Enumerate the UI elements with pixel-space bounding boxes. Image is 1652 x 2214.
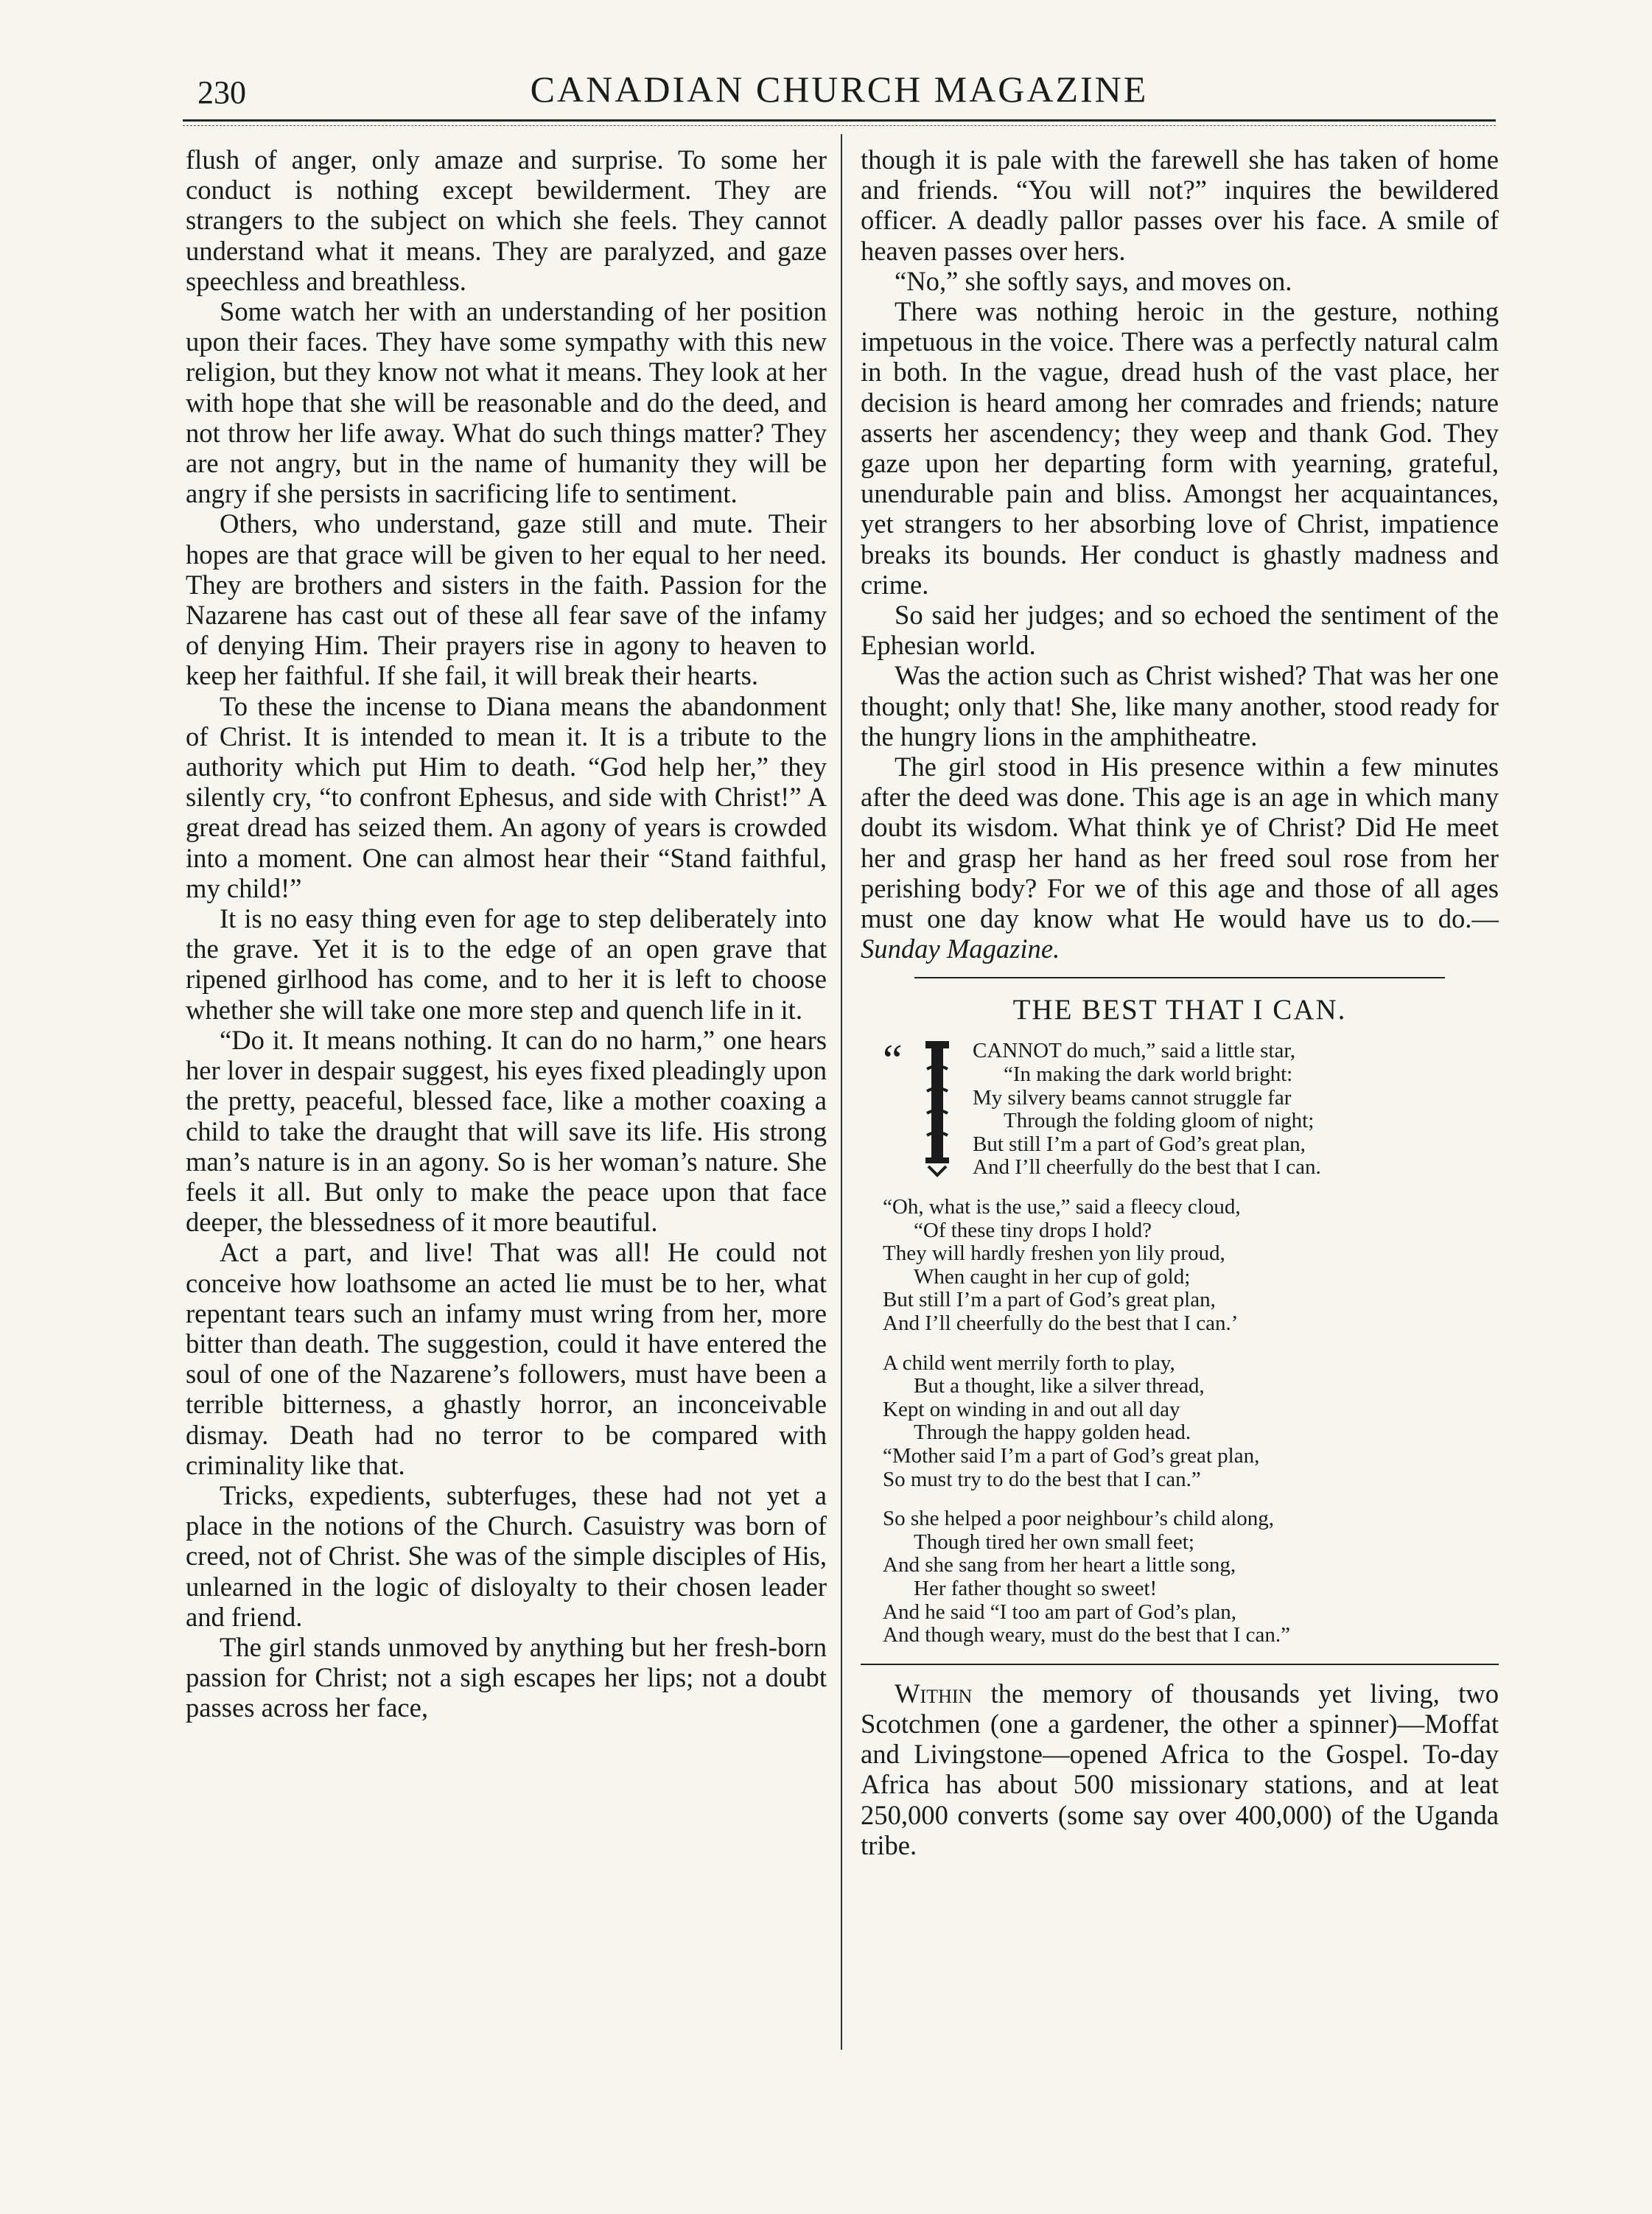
paragraph-lead: Within xyxy=(895,1678,973,1709)
paragraph: Some watch her with an understanding of her position upon their faces. They have some sympathy with this new religion, but they know not what it means. They look at her with hope that she will be reasonable and do the deed, and not throw her life away. What do such things matter? They are not angry, but in the name of humanity they will be angry if she persists in sacrificing life to sentiment. xyxy=(186,296,827,509)
poem-line: But a thought, like a silver thread, xyxy=(914,1374,1205,1398)
stanza-4 xyxy=(883,1507,1499,1647)
page-number: 230 xyxy=(197,74,246,111)
poem-line: And though weary, must do the best that I can.” xyxy=(883,1623,1291,1647)
paragraph: though it is pale with the farewell she has taken of home and friends. “You will not?” inquires the bewildered officer. A deadly pallor passes over his face. A smile of heaven passes over hers. xyxy=(861,144,1499,266)
paragraph: flush of anger, only amaze and surprise. To some her conduct is nothing except bewilderment. They are strangers to the subject on which she feels. They cannot understand what it means. They are paralyzed, and gaze speechless and breathless. xyxy=(186,144,827,296)
poem-line: “In making the dark world bright: xyxy=(1004,1062,1293,1087)
paragraph: Tricks, expedients, subterfuges, these had not yet a place in the notions of the Church. Casuistry was born of creed, not of Christ. She was of the simple disciples of His, unlearned in the logic of disloyalty to their chosen leader and friend. xyxy=(186,1479,827,1632)
poem-line: And she sang from her heart a little song, xyxy=(883,1553,1236,1577)
opening-quote: “ xyxy=(883,1036,903,1085)
paragraph: “Do it. It means nothing. It can do no harm,” one hears her lover in despair suggest, his eyes fixed pleadingly upon the pretty, peaceful, blessed face, like a mother coaxing a child to take the draught that will save its life. His strong man’s nature is in an agony. So is her woman’s nature. She feels it all. But only to make the peace upon that face deeper, the blessedness of it more beautiful. xyxy=(186,1024,827,1238)
poem-title: THE BEST THAT I CAN. xyxy=(1012,994,1347,1026)
poem-line: And I’ll cheerfully do the best that I can. xyxy=(973,1155,1321,1180)
paragraph xyxy=(861,1678,1499,1860)
paragraph: It is no easy thing even for age to step deliberately into the grave. Yet it is to the edge of an open grave that ripened girlhood has come, and to her it is left to choose whether she will take one more step and quench life in it. xyxy=(186,903,827,1025)
section-rule xyxy=(914,977,1445,978)
ornamental-initial-i-icon xyxy=(921,1040,953,1178)
stanza-1 xyxy=(883,1036,1499,1180)
poem-line: Through the happy golden head. xyxy=(914,1420,1191,1445)
poem-line: Through the folding gloom of night; xyxy=(1004,1109,1315,1133)
paragraph: The girl stands unmoved by anything but her fresh-born passion for Christ; not a sigh escapes her lips; not a doubt passes across her face, xyxy=(186,1631,827,1723)
right-column xyxy=(861,144,1499,1860)
poem-line: But still I’m a part of God’s great plan, xyxy=(883,1288,1216,1312)
page-header xyxy=(183,68,1496,119)
poem-line: Though tired her own small feet; xyxy=(914,1530,1194,1554)
poem-line: So she helped a poor neighbour’s child along, xyxy=(883,1507,1275,1531)
stanza-3 xyxy=(883,1352,1499,1492)
poem-line: And he said “I too am part of God’s plan, xyxy=(883,1600,1237,1624)
paragraph: Others, who understand, gaze still and mute. Their hopes are that grace will be given to her equal to her need. They are brothers and sisters in the faith. Passion for the Nazarene has cast out of these all fear save of the infamy of denying Him. Their prayers rise in agony to heaven to keep her faithful. If she fail, it will break their hearts. xyxy=(186,508,827,691)
paragraph xyxy=(861,752,1499,964)
paragraph: So said her judges; and so echoed the sentiment of the Ephesian world. xyxy=(861,600,1499,661)
paragraph: Act a part, and live! That was all! He could not conceive how loathsome an acted lie must be to her, what repentant tears such an infamy must wring from her, more bitter than death. The suggestion, could it have entered the soul of one of the Nazarene’s followers, must have been a terrible bitterness, a ghastly horror, an inconceivable dismay. Death had no terror to be compared with criminality like that. xyxy=(186,1237,827,1480)
paragraph: “No,” she softly says, and moves on. xyxy=(895,265,1292,296)
stanza-2 xyxy=(883,1196,1499,1336)
poem-line: Her father thought so sweet! xyxy=(914,1576,1158,1600)
poem xyxy=(861,1036,1499,1647)
source-credit: Sunday Magazine. xyxy=(861,933,1060,964)
header-rule xyxy=(183,119,1496,122)
left-column xyxy=(186,144,827,1723)
header-rule-dashed xyxy=(183,125,1496,126)
poem-line: When caught in her cup of gold; xyxy=(914,1264,1191,1289)
poem-line: “Mother said I’m a part of God’s great plan, xyxy=(883,1443,1260,1468)
section-rule xyxy=(861,1664,1499,1665)
paragraph: To these the incense to Diana means the abandonment of Christ. It is intended to mean it. It is a tribute to the authority which put Him to death. “God help her,” they silently cry, “to confront Ephesus, and side with Christ!” A great dread has seized them. An agony of years is crowded into a moment. One can almost hear their “Stand faithful, my child!” xyxy=(186,690,827,903)
running-title: CANADIAN CHURCH MAGAZINE xyxy=(530,69,1149,110)
poem-line: “Oh, what is the use,” said a fleecy cloud, xyxy=(883,1195,1241,1219)
poem-line: So must try to do the best that I can.” xyxy=(883,1467,1201,1491)
poem-line: CANNOT do much,” said a little star, xyxy=(973,1039,1296,1063)
paragraph: There was nothing heroic in the gesture, nothing impetuous in the voice. There was a perfectly natural calm in both. In the vague, dread hush of the vast place, her decision is heard among her comrades and friends; nature asserts her ascendency; they weep and thank God. They gaze upon her departing form with yearning, grateful, unendurable pain and bliss. Amongst her acquaintances, yet strangers to her absorbing love of Christ, impatience breaks its bounds. Her conduct is ghastly madness and crime. xyxy=(861,296,1499,600)
poem-line: My silvery beams cannot struggle far xyxy=(973,1085,1292,1110)
paragraph: Was the action such as Christ wished? That was her one thought; only that! She, like many another, stood ready for the hungry lions in the amphitheatre. xyxy=(861,660,1499,752)
column-divider xyxy=(841,134,842,2050)
poem-line: They will hardly freshen yon lily proud, xyxy=(883,1241,1225,1266)
poem-line: But still I’m a part of God’s great plan, xyxy=(973,1132,1306,1156)
poem-line: “Of these tiny drops I hold? xyxy=(914,1218,1152,1242)
paragraph-text: The girl stood in His presence within a few minutes after the deed was done. This age is an age in which many doubt its wisdom. What think ye of Christ? Did He meet her and grasp her hand as her freed soul rose from her perishing body? For we of this age and those of all ages must one day know what He would have us to do.— xyxy=(861,752,1499,934)
poem-line: Kept on winding in and out all day xyxy=(883,1397,1180,1421)
poem-line: A child went merrily forth to play, xyxy=(883,1351,1175,1375)
poem-line: And I’ll cheerfully do the best that I can.’ xyxy=(883,1311,1239,1336)
paragraph-text: the memory of thousands yet living, two Scotchmen (one a gardener, the other a spinner)—Moffat and Livingstone—opened Africa to the Gospel. To-day Africa has about 500 missionary stations, and at leat 250,000 converts (some say over 400,000) of the Uganda tribe. xyxy=(861,1678,1499,1860)
